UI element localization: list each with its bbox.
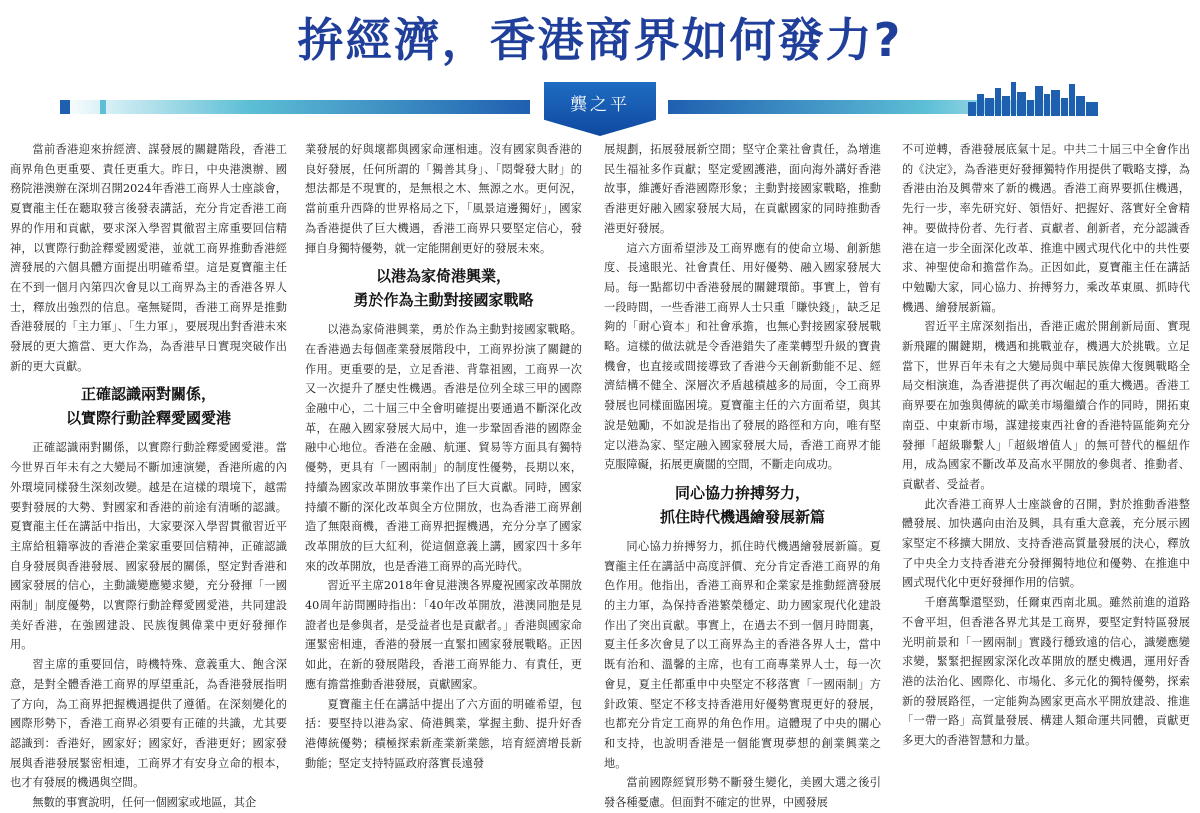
- paragraph: 當前國際經貿形勢不斷發生變化，美國大選之後引發各種憂慮。但面對不確定的世界，中國發展: [604, 776, 881, 810]
- paragraph: 此次香港工商界人士座談會的召開，對於推動香港整體發展、加快邁向由治及興，具有重大意義，充分展示國家堅定不移擴大開放、支持香港高質量發展的決心，釋放了中央全力支持香港充分發揮獨特地位和優勢、在推進中國式現代化中更好發揮作用的信號。: [902, 497, 1190, 590]
- paragraph: 習主席的重要回信，時機特殊、意義重大、飽含深意，是對全體香港工商界的厚望重託，為香港發展指明了方向，為工商界把握機遇提供了遵循。在深刻變化的國際形勢下，香港工商界必須要有正確的共識，尤其要認識到：香港好，國家好；國家好，香港更好；國家發展與香港發展緊密相連，工商界才有安身立命的根本，也才有發展的機遇與空間。: [10, 658, 287, 790]
- paragraph: 以港為家倚港興業，勇於作為主動對接國家戰略。在香港過去每個產業發展階段中，工商界扮演了關鍵的作用。更重要的是，立足香港、背靠祖國，工商界一次又一次提升了歷史性機遇。香港是位列全球三甲的國際金融中心，二十屆三中全會明確提出要通過不斷深化改革，在融入國家發展大局中，進一步鞏固香港的國際金融中心地位。香港在金融、航運、貿易等方面具有獨特優勢，更具有「一國兩制」的制度性優勢，長期以來，持續為國家改革開放事業作出了巨大貢獻。同時，國家持續不斷的深化改革與全方位開放，也為香港工商界創造了無限商機，香港工商界把握機遇，充分分享了國家改革開放的巨大紅利，從這個意義上講，國家四十多年來的改革開放，也是香港工商界的高光時代。: [305, 323, 582, 573]
- paragraph: 夏寶龍主任在講話中提出了六方面的明確希望，包括：要堅持以港為家、倚港興業，掌握主動、提升好香港傳統優勢；積極探索新產業新業態，培育經濟增長新動能；堅定支持特區政府落實長遠發: [305, 697, 582, 770]
- paragraph: 業發展的好與壞都與國家命運相連。沒有國家與香港的良好發展，任何所謂的「獨善其身」、「悶聲發大財」的想法都是不現實的，是無根之木、無源之水。更何況，當前重升西降的世界格局之下，「風景這邊獨好」，國家為香港提供了巨大機遇，香港工商界只要堅定信心，發揮自身獨特優勢，就一定能開創更好的發展未來。: [305, 143, 582, 255]
- paragraph: 當前香港迎來拚經濟、謀發展的關鍵階段，香港工商界角色更重要、責任更重大。昨日，中央港澳辦、國務院港澳辦在深圳召開2024年香港工商界人士座談會，夏寶龍主任在聽取發言後發表講話，充分肯定香港工商界的作用和貢獻，要求深入學習貫徹習主席重要回信精神，以實際行動詮釋愛國愛港，並就工商界推動香港經濟發展的六個具體方面提出明確希望。這是夏寶龍主任在不到一個月內第四次會見以工商界為主的香港各界人士，釋放出強烈的信息。毫無疑問，香港工商界是推動香港發展的「主力軍」、「生力軍」，要展現出對香港未來發展的更大擔當、更大作為，為香港早日實現突破作出新的更大貢獻。: [10, 143, 287, 373]
- paragraph: 同心協力拚搏努力，抓住時代機遇繪發展新篇。夏寶龍主任在講話中高度評價、充分肯定香港工商界的角色作用。他指出，香港工商界和企業家是推動經濟發展的主力軍，為保持香港繁榮穩定、助力國家現代化建設作出了突出貢獻。事實上，在過去不到一個月時間裏，夏主任多次會見了以工商界為主的香港各界人士，當中既有治和、溫馨的主席，也有工商專業界人士，每一次會見，夏主任都重申中央堅定不移落實「一國兩制」方針政策、堅定不移支持香港用好優勢實現更好的發展，也都充分肯定工商界的角色作用。這體現了中央的關心和支持，也說明香港是一個能實現夢想的創業興業之地。: [604, 539, 881, 770]
- section-heading-line: 以實際行動詮釋愛國愛港: [65, 409, 231, 428]
- paragraph: 不可逆轉，香港發展底氣十足。中共二十屆三中全會作出的《決定》，為香港更好發揮獨特作用提供了戰略支撐，為香港由治及興帶來了新的機遇。香港工商界要抓住機遇，先行一步，率先研究好、領悟好、把握好、落實好全會精神。要做持份者、先行者、貢獻者、創新者，充分認識香港在這一步全面深化改革、推進中國式現代化中的共性要求、神聖使命和擔當作為。正因如此，夏寶龍主任在講話中勉勵大家，同心協力、拚搏努力，乘改革東風、抓時代機遇、繪發展新篇。: [902, 143, 1190, 314]
- paragraph: 展規劃，拓展發展新空間；堅守企業社會責任，為增進民生福祉多作貢獻；堅定愛國護港，面向海外講好香港故事，維護好香港國際形象；主動對接國家戰略，推動香港更好融入國家發展大局，在貢獻國家的同時推動香港更好發展。: [604, 143, 881, 235]
- section-heading: [10, 382, 287, 430]
- article-column-2: [305, 140, 582, 780]
- paragraph: 正確認識兩對關係，以實際行動詮釋愛國愛港。當今世界百年未有之大變局不斷加速演變，香港所處的內外環境同樣發生深刻改變。越是在這樣的環境下，越需要對發展的大勢、對國家和香港的前途有清晰的認識。夏寶龍主任在講話中指出，大家要深入學習貫徹習近平主席給租籍寧波的香港企業家重要回信精神，正確認識自身發展與香港發展、國家發展的關係，堅定對香港和國家發展的信心，主動識變應變求變，充分發揮「一國兩制」制度優勢，以實際行動詮釋愛國愛港，共同建設美好香港，在強國建設、民族復興偉業中更好發揮作用。: [10, 441, 287, 652]
- article-title: 拚經濟，香港商界如何發力?: [297, 13, 903, 67]
- author-name: 龔之平: [570, 95, 630, 115]
- article-column-4: [902, 140, 1190, 780]
- paragraph: 這六方面希望涉及工商界應有的使命立場、創新態度、長遠眼光、社會責任、用好優勢、融入國家發展大局。每一點都切中香港發展的關鍵環節。事實上，曾有一段時間，一些香港工商界人士只重「賺快錢」，缺乏足夠的「耐心資本」和社會承擔，也無心對接國家發展戰略。這樣的做法就是令香港錯失了產業轉型升級的寶貴機會，也直接或間接導致了香港今天創新動能不足、經濟結構不健全、深層次矛盾越積越多的局面，令工商界發展也同樣面臨困境。夏寶龍主任的六方面希望，與其說是勉勵，不如說是指出了發展的路徑和方向，唯有堅定以港為家、堅定融入國家發展大局，香港工商界才能克服障礙，拓展更廣闊的空間，不斷走向成功。: [604, 241, 881, 472]
- author-badge: [540, 76, 660, 146]
- section-heading-line: 正確認識兩對關係，: [80, 385, 216, 404]
- paragraph: 習近平主席深刻指出，香港正處於開創新局面、實現新飛躍的關鍵期，機遇和挑戰並存，機遇大於挑戰。立足當下，世界百年未有之大變局與中華民族偉大復興戰略全局交相演進，為香港提供了再次崛起的重大機遇。香港工商界要在加強與傳統的歐美市場繼續合作的同時，開拓東南亞、中東新市場，謀建接東西社會的香港特區能夠充分發揮「超級聯繫人」「超級增值人」的無可替代的樞紐作用，成為國家不斷改革及高水平開放的參與者、推動者、貢獻者、受益者。: [902, 320, 1190, 491]
- paragraph: 習近平主席2018年會見港澳各界慶祝國家改革開放40周年訪問團時指出：「40年改革開放，港澳同胞是見證者也是參與者，是受益者也是貢獻者。」香港與國家命運緊密相連，香港的發展一直緊扣國家發展戰略。正因如此，在新的發展階段，香港工商界能力、有責任，更應有擔當推動香港發展，貢獻國家。: [305, 579, 582, 691]
- decorative-square: [100, 100, 106, 114]
- article-column-3: [604, 140, 881, 810]
- article-column-1: [10, 140, 287, 810]
- decorative-square: [60, 100, 70, 114]
- section-heading-line: 以港為家倚港興業，: [375, 267, 511, 286]
- decorative-band-left: [60, 100, 530, 114]
- paragraph: 無數的事實說明，任何一個國家或地區，其企: [32, 796, 257, 810]
- section-heading: [604, 481, 881, 529]
- section-heading: [305, 264, 582, 312]
- city-skyline-icon: [968, 82, 1098, 116]
- section-heading-line: 抓住時代機遇繪發展新篇: [659, 507, 825, 526]
- section-heading-line: 勇於作為主動對接國家戰略: [353, 291, 534, 310]
- paragraph: 千磨萬擊還堅勁，任爾東西南北風。雖然前進的道路不會平坦，但香港各界尤其是工商界，要堅定對特區發展光明前景和「一國兩制」實踐行穩致遠的信心，識變應變求變，緊緊把握國家深化改革開放的歷史機遇，運用好香港的法治化、國際化、市場化、多元化的獨特優勢，探索新的發展路徑，一定能夠為國家更高水平開放建設、推進「一帶一路」高質量發展、構建人類命運共同體，貢獻更多更大的香港智慧和力量。: [902, 596, 1190, 748]
- section-heading-line: 同心協力拚搏努力，: [674, 483, 810, 502]
